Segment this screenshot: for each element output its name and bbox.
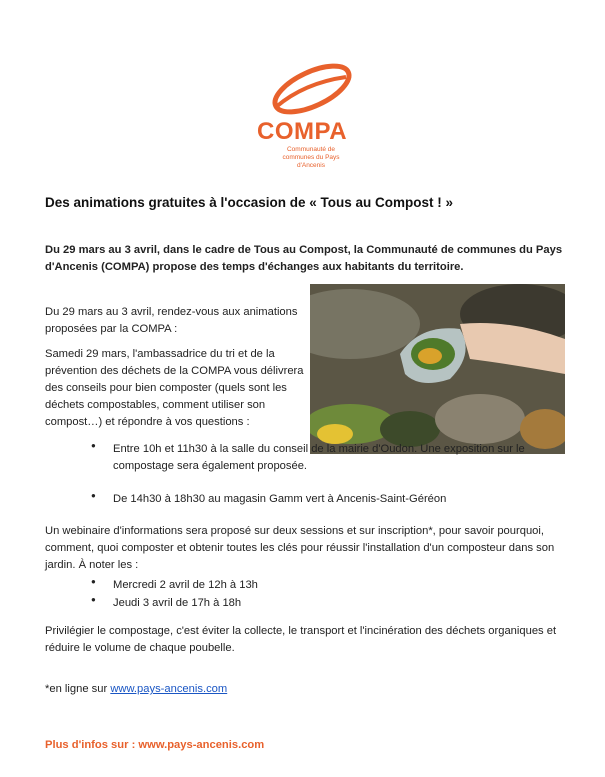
intro-paragraph: Du 29 mars au 3 avril, dans le cadre de Tous au Compost, la Communauté de communes du Pays d'Ancenis (COMPA) propose des temps d'échanges aux habitants du territoire. xyxy=(45,244,563,273)
page-title: Des animations gratuites à l'occasion de « Tous au Compost ! » xyxy=(45,195,454,210)
paragraph-samedi: Samedi 29 mars, l'ambassadrice du tri et de la prévention des déchets de la COMPA vous délivrera des conseils pour bien composter (quels sont les déchets compostables, comment utiliser son compost…) et répondre à vos questions : xyxy=(45,348,304,428)
paragraph-rendezvous: Du 29 mars au 3 avril, rendez-vous aux animations proposées par la COMPA : xyxy=(45,306,298,335)
compa-logo xyxy=(254,55,364,169)
bullet-icon: ● xyxy=(91,491,96,500)
compa-logo-icon xyxy=(254,55,364,125)
compost-photo xyxy=(310,284,565,454)
list-item-text: Jeudi 3 avril de 17h à 18h xyxy=(113,597,242,609)
paragraph-online xyxy=(45,681,567,698)
list-item-text: Entre 10h et 11h30 à la salle du conseil de la mairie d'Oudon. Une exposition sur le compostage sera également proposée. xyxy=(113,443,525,472)
bullet-icon: ● xyxy=(91,441,96,450)
bullet-icon: ● xyxy=(91,595,96,604)
list-item-text: De 14h30 à 18h30 au magasin Gamm vert à Ancenis-Saint-Géréon xyxy=(113,493,447,505)
logo-name: COMPA xyxy=(257,118,348,145)
paragraph-webinaire: Un webinaire d'informations sera proposé sur deux sessions et sur inscription*, pour savoir pourquoi, comment, quoi composter et obtenir toutes les clés pour réussir l'installation d'un composteur dans son jardin. À noter les : xyxy=(45,525,555,571)
logo-subtitle: Communauté de communes du Pays d'Ancenis xyxy=(282,146,340,169)
website-link[interactable]: www.pays-ancenis.com xyxy=(110,683,228,695)
paragraph-compostage: Privilégier le compostage, c'est éviter la collecte, le transport et l'incinération des déchets organiques et réduire le volume de chaque poubelle. xyxy=(45,625,557,654)
list-item-text: Mercredi 2 avril de 12h à 13h xyxy=(113,579,258,591)
footer-info: Plus d'infos sur : www.pays-ancenis.com xyxy=(45,739,265,751)
online-prefix: *en ligne sur xyxy=(45,683,111,695)
bullet-icon: ● xyxy=(91,577,96,586)
